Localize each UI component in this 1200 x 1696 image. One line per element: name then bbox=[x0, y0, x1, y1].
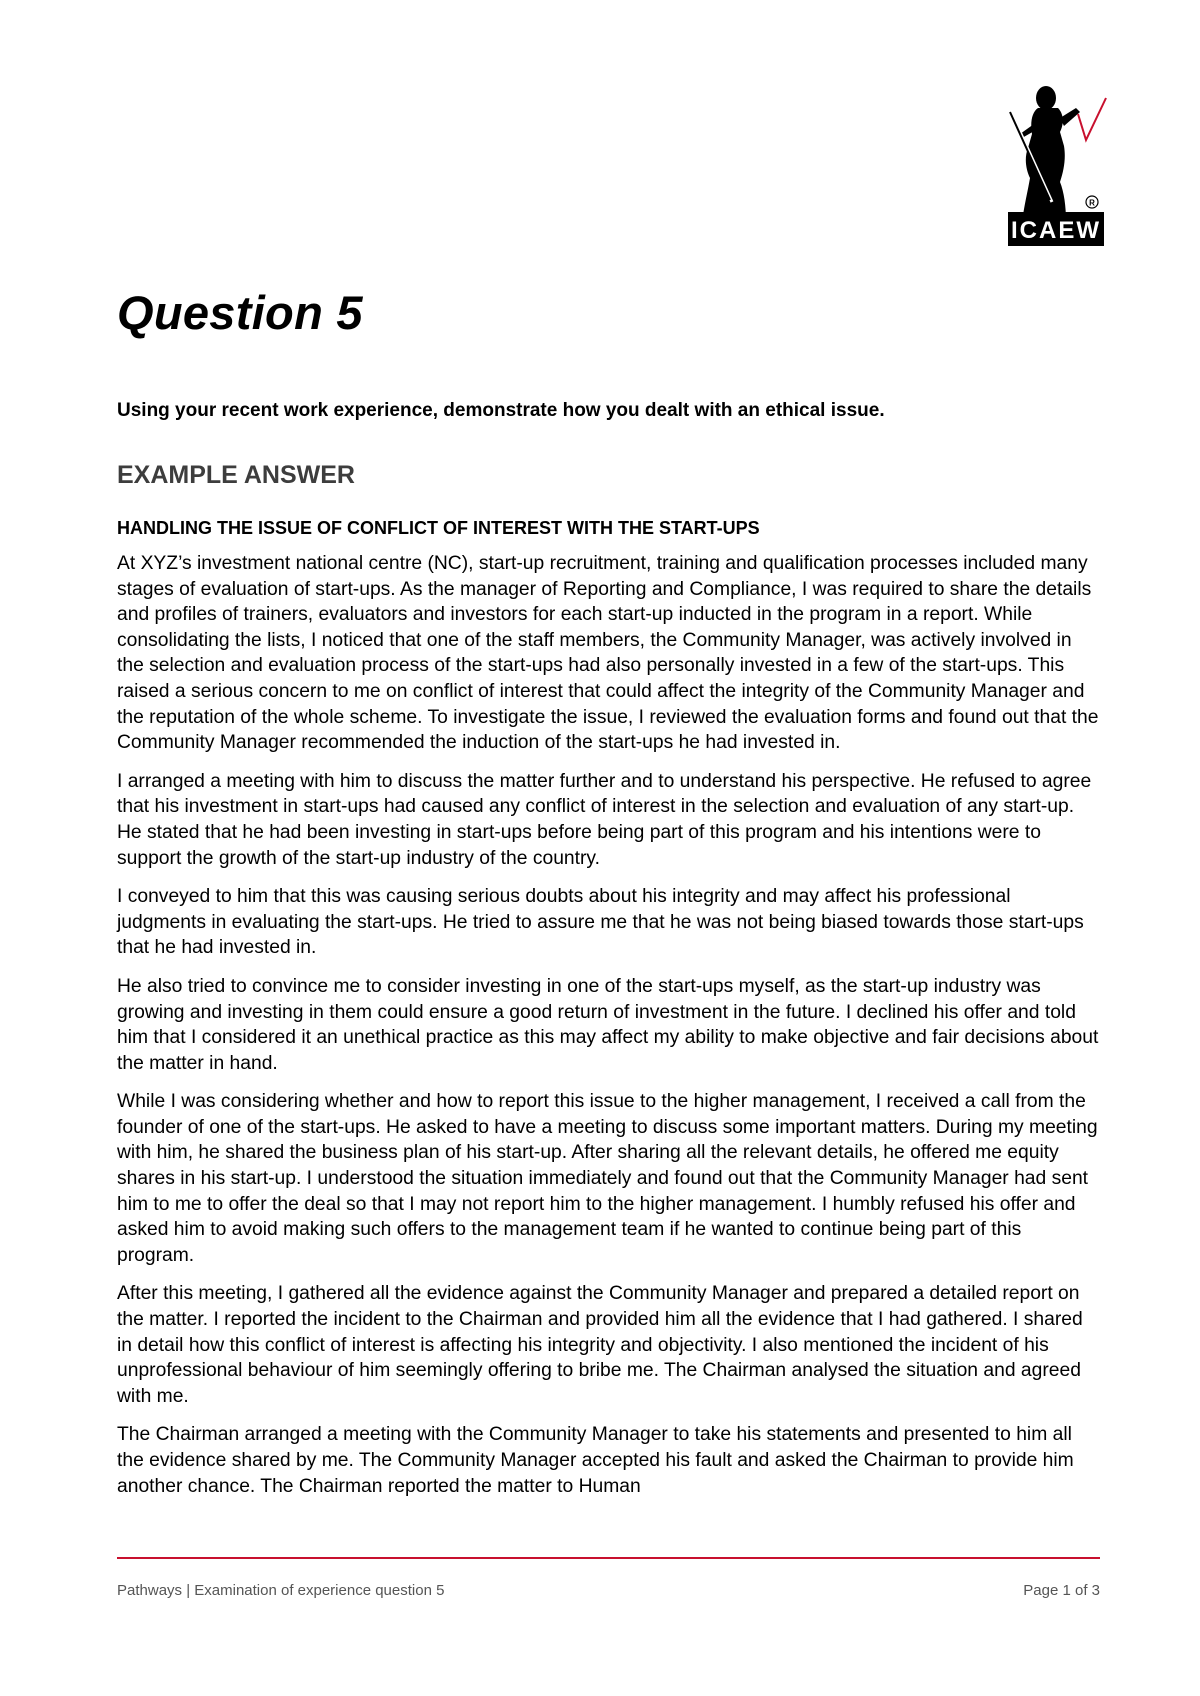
svg-text:R: R bbox=[1089, 198, 1095, 208]
paragraph: I arranged a meeting with him to discuss the matter further and to understand his perspective. He refused to agree that his investment in start-ups had caused any conflict of interest in the selection and evaluation of any start-up. He stated that he had been investing in start-ups before being part of this program and his intentions were to support the growth of the start-up industry of the country. bbox=[117, 770, 1092, 869]
icaew-logo bbox=[994, 78, 1134, 262]
question-prompt: Using your recent work experience, demonstrate how you dealt with an ethical issue. bbox=[117, 400, 885, 421]
footer-document-label: Pathways | Examination of experience question 5 bbox=[117, 1582, 445, 1599]
svg-text:ICAEW: ICAEW bbox=[1011, 217, 1101, 244]
icaew-logo-graphic bbox=[994, 78, 1134, 262]
paragraph: He also tried to convince me to consider investing in one of the start-ups myself, as the start-up industry was growing and investing in them could ensure a good return of investment in the future. I declined his offer and told him that I considered it an unethical practice as this may affect my ability to make objective and fair decisions about the matter in hand. bbox=[117, 975, 1099, 1074]
answer-text bbox=[117, 551, 1100, 1512]
paragraph: While I was considering whether and how to report this issue to the higher management, I received a call from the founder of one of the start-ups. He asked to have a meeting to discuss some important matters. During my meeting with him, he shared the business plan of his start-up. After sharing all the relevant details, he offered me equity shares in his start-up. I understood the situation immediately and found out that the Community Manager had sent him to me to offer the deal so that I may not report him to the higher management. I humbly refused his offer and asked him to avoid making such offers to the management team if he wanted to continue being part of this program. bbox=[117, 1091, 1098, 1266]
red-tick-icon bbox=[1078, 98, 1106, 140]
paragraph: At XYZ’s investment national centre (NC), start-up recruitment, training and qualification processes included many stages of evaluation of start-ups. As the manager of Reporting and Compliance, I was required to share the details and profiles of trainers, evaluators and investors for each start-up inducted in the program in a report. While consolidating the lists, I noticed that one of the staff members, the Community Manager, was actively involved in the selection and evaluation process of the start-ups had also personally invested in a few of the start-ups. This raised a serious concern to me on conflict of interest that could affect the integrity of the Community Manager and the reputation of the whole scheme. To investigate the issue, I reviewed the evaluation forms and found out that the Community Manager recommended the induction of the start-ups he had invested in. bbox=[117, 553, 1099, 754]
example-answer-heading: EXAMPLE ANSWER bbox=[117, 461, 355, 489]
footer-divider bbox=[117, 1557, 1100, 1559]
paragraph: After this meeting, I gathered all the evidence against the Community Manager and prepared a detailed report on the matter. I reported the incident to the Chairman and provided him all the evidence that I had gathered. I shared in detail how this conflict of interest is affecting his integrity and objectivity. I also mentioned the incident of his unprofessional behaviour of him seemingly offering to bribe me. The Chairman analysed the situation and agreed with me. bbox=[117, 1283, 1083, 1407]
footer-page-number: Page 1 of 3 bbox=[1023, 1582, 1100, 1599]
answer-subheading: HANDLING THE ISSUE OF CONFLICT OF INTEREST WITH THE START-UPS bbox=[117, 518, 760, 538]
paragraph: The Chairman arranged a meeting with the Community Manager to take his statements and presented to him all the evidence shared by me. The Community Manager accepted his fault and asked the Chairman to provide him another chance. The Chairman reported the matter to Human bbox=[117, 1424, 1074, 1497]
page-title: Question 5 bbox=[117, 286, 363, 339]
paragraph: I conveyed to him that this was causing serious doubts about his integrity and may affect his professional judgments in evaluating the start-ups. He tried to assure me that he was not being biased towards those start-ups that he had invested in. bbox=[117, 886, 1084, 959]
